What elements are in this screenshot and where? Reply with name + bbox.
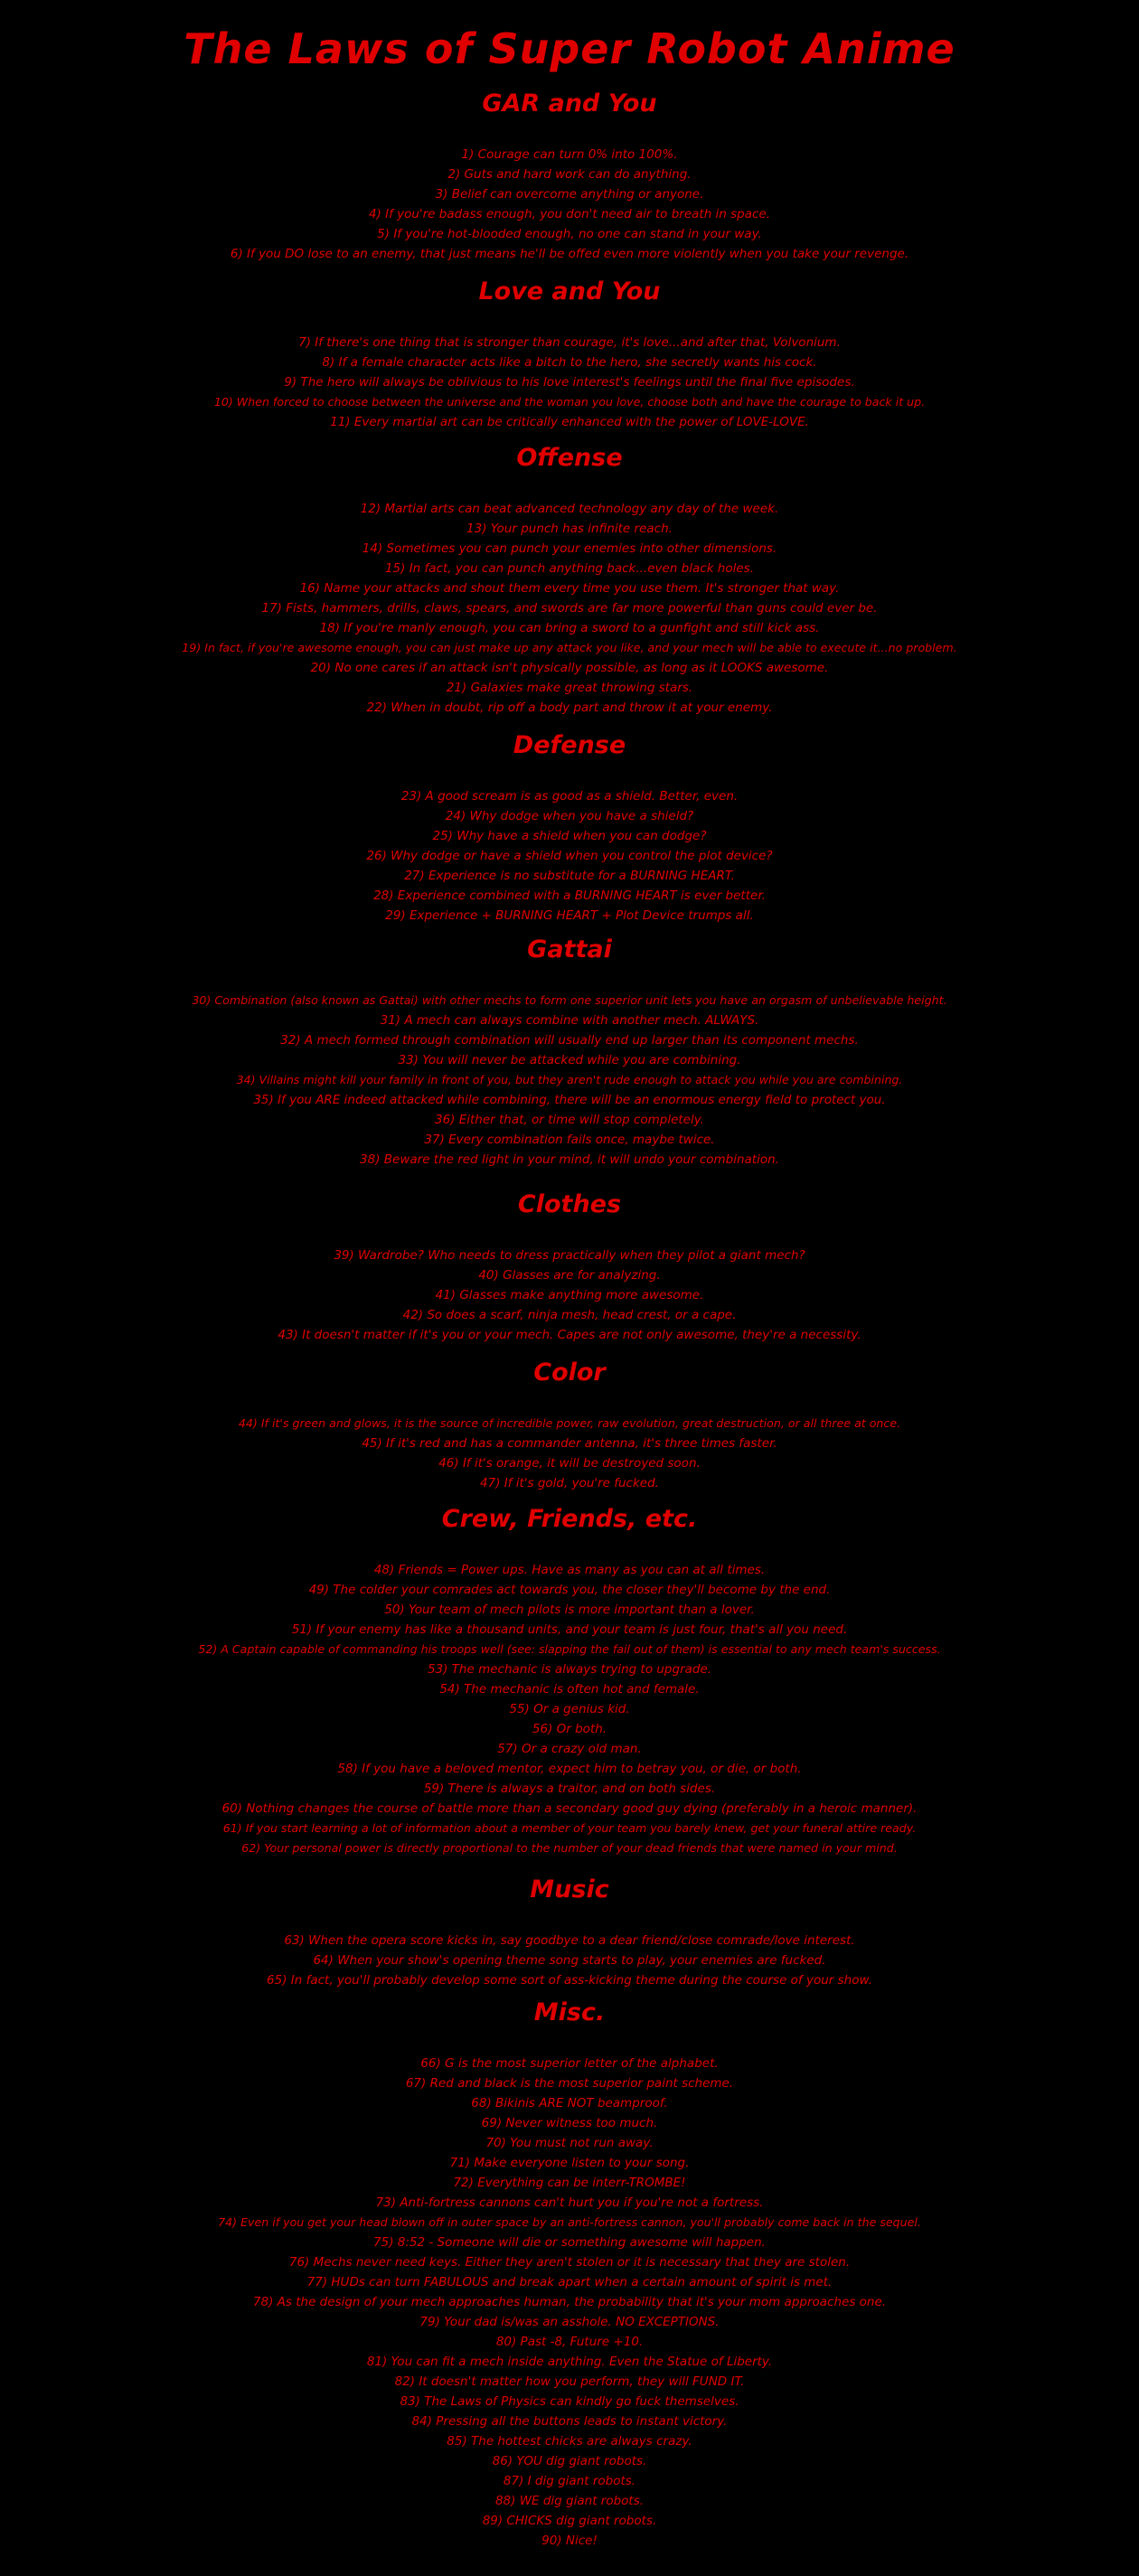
law-item: 55) Or a genius kid. <box>509 1702 630 1716</box>
law-item: 87) I dig giant robots. <box>503 2474 636 2488</box>
law-item: 49) The colder your comrades act towards you, the closer they'll become by the end. <box>308 1583 831 1597</box>
law-item: 40) Glasses are for analyzing. <box>478 1268 661 1283</box>
law-item: 6) If you DO lose to an enemy, that just means he'll be offed even more violently when you take your revenge. <box>230 247 909 261</box>
law-item: 2) Guts and hard work can do anything. <box>447 167 692 182</box>
law-item: 42) So does a scarf, ninja mesh, head crest, or a cape. <box>402 1308 737 1322</box>
law-item: 26) Why dodge or have a shield when you control the plot device? <box>366 849 773 863</box>
law-item: 46) If it's orange, it will be destroyed soon. <box>438 1456 701 1471</box>
law-item: 20) No one cares if an attack isn't physically possible, as long as it LOOKS awesome. <box>310 661 829 675</box>
law-item: 32) A mech formed through combination will usually end up larger than its component mechs. <box>280 1033 859 1048</box>
law-item: 80) Past -8, Future +10. <box>495 2335 644 2349</box>
law-item: 83) The Laws of Physics can kindly go fuck themselves. <box>400 2394 739 2409</box>
law-item: 85) The hottest chicks are always crazy. <box>447 2434 692 2449</box>
law-item: 17) Fists, hammers, drills, claws, spears, and swords are far more powerful than guns could ever be. <box>261 601 878 616</box>
law-item: 44) If it's green and glows, it is the source of incredible power, raw evolution, great destruction, or all three at once. <box>238 1416 901 1430</box>
law-item: 63) When the opera score kicks in, say goodbye to a dear friend/close comrade/love interest. <box>284 1933 855 1948</box>
law-item: 78) As the design of your mech approaches human, the probability that it's your mom approaches one. <box>252 2295 887 2309</box>
law-item: 72) Everything can be interr-TROMBE! <box>453 2176 686 2190</box>
law-item: 33) You will never be attacked while you are combining. <box>398 1053 741 1067</box>
law-item: 75) 8:52 - Someone will die or something awesome will happen. <box>373 2235 766 2250</box>
law-item: 57) Or a crazy old man. <box>497 1742 642 1756</box>
law-item: 5) If you're hot-blooded enough, no one can stand in your way. <box>377 227 762 241</box>
law-item: 73) Anti-fortress cannons can't hurt you if you're not a fortress. <box>375 2195 764 2210</box>
law-item: 28) Experience combined with a BURNING HEART is ever better. <box>373 888 766 903</box>
law-item: 64) When your show's opening theme song starts to play, your enemies are fucked. <box>313 1953 826 1968</box>
law-item: 66) G is the most superior letter of the alphabet. <box>420 2056 719 2071</box>
law-item: 37) Every combination fails once, maybe twice. <box>424 1133 715 1147</box>
law-item: 18) If you're manly enough, you can bring a sword to a gunfight and still kick ass. <box>319 621 820 635</box>
section-heading: GAR and You <box>482 89 657 118</box>
section-heading: Misc. <box>533 1998 606 2026</box>
law-item: 58) If you have a beloved mentor, expect him to betray you, or die, or both. <box>337 1762 802 1776</box>
law-item: 30) Combination (also known as Gattai) with other mechs to form one superior unit lets you have an orgasm of unbelievable height. <box>192 993 947 1007</box>
law-item: 45) If it's red and has a commander antenna, it's three times faster. <box>362 1436 777 1451</box>
law-item: 19) In fact, if you're awesome enough, you can just make up any attack you like, and your mech will be able to execute it...no problem. <box>182 641 957 654</box>
law-item: 27) Experience is no substitute for a BURNING HEART. <box>404 869 735 883</box>
section-heading: Defense <box>513 731 626 759</box>
law-item: 23) A good scream is as good as a shield. Better, even. <box>400 789 739 804</box>
law-item: 29) Experience + BURNING HEART + Plot Device trumps all. <box>385 908 754 923</box>
section-heading: Gattai <box>527 935 612 964</box>
law-item: 13) Your punch has infinite reach. <box>466 522 673 536</box>
law-item: 65) In fact, you'll probably develop some sort of ass-kicking theme during the course of your show. <box>267 1973 872 1988</box>
law-item: 43) It doesn't matter if it's you or your mech. Capes are not only awesome, they're a necessity. <box>278 1328 861 1342</box>
law-item: 84) Pressing all the buttons leads to instant victory. <box>411 2414 728 2429</box>
law-item: 89) CHICKS dig giant robots. <box>482 2514 657 2528</box>
law-item: 14) Sometimes you can punch your enemies into other dimensions. <box>362 541 777 556</box>
law-item: 34) Villains might kill your family in front of you, but they aren't rude enough to attack you while you are combining. <box>236 1073 903 1086</box>
section-heading: Color <box>533 1359 606 1387</box>
law-item: 36) Either that, or time will stop completely. <box>435 1113 704 1127</box>
law-item: 86) YOU dig giant robots. <box>492 2454 647 2468</box>
section-heading: Music <box>530 1876 609 1904</box>
section-heading: Crew, Friends, etc. <box>441 1505 698 1533</box>
law-item: 10) When forced to choose between the universe and the woman you love, choose both and have the courage to back it up. <box>213 395 926 409</box>
law-item: 61) If you start learning a lot of information about a member of your team you barely knew, get your funeral attire ready. <box>222 1821 917 1835</box>
law-item: 71) Make everyone listen to your song. <box>449 2156 690 2170</box>
law-item: 38) Beware the red light in your mind, it will undo your combination. <box>360 1152 779 1167</box>
law-item: 12) Martial arts can beat advanced technology any day of the week. <box>360 502 779 516</box>
page-title: The Laws of Super Robot Anime <box>184 24 955 73</box>
section-heading: Offense <box>516 444 623 472</box>
law-item: 11) Every martial art can be critically enhanced with the power of LOVE-LOVE. <box>330 415 809 429</box>
law-item: 82) It doesn't matter how you perform, they will FUND IT. <box>394 2374 745 2389</box>
law-item: 50) Your team of mech pilots is more important than a lover. <box>384 1603 755 1617</box>
law-item: 24) Why dodge when you have a shield? <box>445 809 694 823</box>
law-item: 22) When in doubt, rip off a body part and throw it at your enemy. <box>366 700 773 715</box>
law-item: 41) Glasses make anything more awesome. <box>435 1288 704 1302</box>
law-item: 47) If it's gold, you're fucked. <box>480 1476 659 1490</box>
law-item: 67) Red and black is the most superior paint scheme. <box>405 2076 734 2091</box>
law-item: 8) If a female character acts like a bitch to the hero, she secretly wants his cock. <box>322 355 817 370</box>
law-item: 4) If you're badass enough, you don't need air to breath in space. <box>368 207 771 221</box>
law-item: 79) Your dad is/was an asshole. NO EXCEPTIONS. <box>419 2315 720 2329</box>
law-item: 51) If your enemy has like a thousand units, and your team is just four, that's all you need. <box>291 1622 848 1637</box>
law-item: 31) A mech can always combine with another mech. ALWAYS. <box>380 1013 759 1028</box>
law-item: 52) A Captain capable of commanding his troops well (see: slapping the fail out of them) is essential to any mech team's success. <box>198 1642 941 1656</box>
law-item: 9) The hero will always be oblivious to his love interest's feelings until the final five episodes. <box>284 375 855 390</box>
law-item: 88) WE dig giant robots. <box>494 2494 645 2508</box>
law-item: 25) Why have a shield when you can dodge? <box>432 829 707 843</box>
law-item: 7) If there's one thing that is stronger than courage, it's love...and after that, Volvonium. <box>298 335 841 350</box>
law-item: 69) Never witness too much. <box>481 2116 658 2130</box>
law-item: 16) Name your attacks and shout them every time you use them. It's stronger that way. <box>299 581 840 596</box>
section-heading: Clothes <box>517 1190 622 1218</box>
law-item: 21) Galaxies make great throwing stars. <box>446 681 693 695</box>
law-item: 56) Or both. <box>532 1722 607 1736</box>
law-item: 59) There is always a traitor, and on both sides. <box>423 1782 716 1796</box>
law-item: 60) Nothing changes the course of battle more than a secondary good guy dying (preferably in a heroic manner). <box>221 1801 918 1816</box>
law-item: 76) Mechs never need keys. Either they aren't stolen or it is necessary that they are stolen. <box>288 2255 851 2270</box>
law-item: 81) You can fit a mech inside anything. Even the Statue of Liberty. <box>366 2355 773 2369</box>
law-item: 77) HUDs can turn FABULOUS and break apart when a certain amount of spirit is met. <box>306 2275 833 2289</box>
law-item: 1) Courage can turn 0% into 100%. <box>461 147 678 162</box>
law-item: 35) If you ARE indeed attacked while combining, there will be an enormous energy field to protect you. <box>253 1093 886 1107</box>
law-item: 15) In fact, you can punch anything back...even black holes. <box>384 561 755 576</box>
law-item: 54) The mechanic is often hot and female. <box>439 1682 700 1697</box>
law-item: 74) Even if you get your head blown off in outer space by an anti-fortress cannon, you'll probably come back in the sequel. <box>218 2215 921 2229</box>
law-item: 62) Your personal power is directly proportional to the number of your dead friends that were named in your mind. <box>241 1841 898 1855</box>
law-item: 70) You must not run away. <box>485 2136 654 2150</box>
section-heading: Love and You <box>478 277 661 306</box>
law-item: 68) Bikinis ARE NOT beamproof. <box>471 2096 668 2111</box>
law-item: 90) Nice! <box>541 2534 598 2548</box>
law-item: 3) Belief can overcome anything or anyone. <box>435 187 704 202</box>
law-item: 39) Wardrobe? Who needs to dress practically when they pilot a giant mech? <box>334 1248 805 1263</box>
law-item: 48) Friends = Power ups. Have as many as you can at all times. <box>373 1563 766 1577</box>
law-item: 53) The mechanic is always trying to upgrade. <box>427 1662 712 1677</box>
